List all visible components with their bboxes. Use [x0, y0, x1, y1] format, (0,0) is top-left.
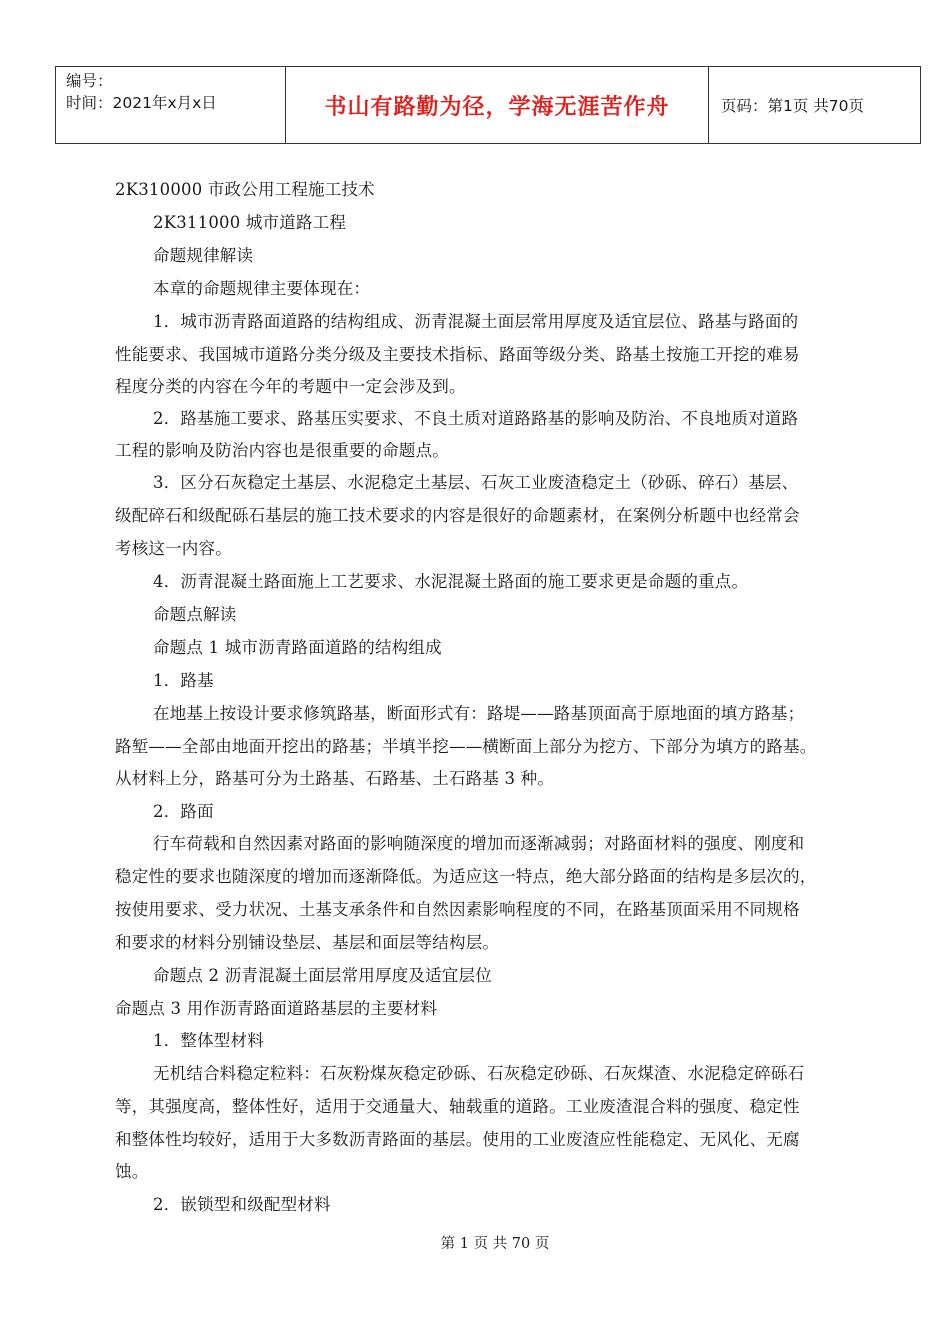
paragraph-line: 等，其强度高，整体性好，适用于交通量大、轴载重的道路。工业废渣混合料的强度、稳定性 — [115, 1097, 800, 1116]
paragraph-line: 4．沥青混凝土路面施上工艺要求、水泥混凝土路面的施工要求更是命题的重点。 — [153, 572, 749, 591]
subheading-rule-interpretation: 命题规律解读 — [153, 246, 254, 265]
section-heading-2k310000: 2K310000 市政公用工程施工技术 — [115, 180, 375, 199]
paragraph-line: 程度分类的内容在今年的考题中一定会涉及到。 — [115, 377, 466, 396]
paragraph-line: 行车荷载和自然因素对路面的影响随深度的增加而逐渐减弱；对路面材料的强度、刚度和 — [153, 834, 805, 853]
item-heading-pavement: 2．路面 — [153, 802, 214, 821]
paragraph-line: 2．路基施工要求、路基压实要求、不良土质对道路路基的影响及防治、不良地质对道路 — [153, 409, 799, 428]
subheading-point-interpretation: 命题点解读 — [153, 605, 237, 624]
paragraph-line: 稳定性的要求也随深度的增加而逐渐降低。为适应这一特点，绝大部分路面的结构是多层次的， — [115, 867, 817, 886]
header-page-cell — [709, 67, 920, 143]
page-footer: 第 1 页 共 70 页 — [440, 1236, 550, 1252]
paragraph-line: 路堑——全部由地面开挖出的路基；半填半挖——横断面上部分为挖方、下部分为填方的路基。 — [115, 737, 817, 756]
section-heading-2k311000: 2K311000 城市道路工程 — [153, 213, 347, 232]
paragraph-line: 本章的命题规律主要体现在： — [153, 279, 371, 298]
paragraph-line: 蚀。 — [115, 1162, 149, 1181]
item-heading-integral-material: 1．整体型材料 — [153, 1031, 264, 1050]
document-number-label: 编号： — [66, 72, 113, 90]
item-heading-interlock-material: 2．嵌锁型和级配型材料 — [153, 1195, 331, 1214]
paragraph-line: 和整体性均较好，适用于大多数沥青路面的基层。使用的工业废渣应性能稳定、无风化、无腐 — [115, 1130, 800, 1149]
header-motto-cell — [286, 67, 709, 143]
paragraph-line: 性能要求、我国城市道路分类分级及主要技术指标、路面等级分类、路基土按施工开挖的难易 — [115, 345, 800, 364]
paragraph-line: 从材料上分，路基可分为土路基、石路基、土石路基 3 种。 — [115, 769, 555, 788]
subheading-point-2: 命题点 2 沥青混凝土面层常用厚度及适宜层位 — [153, 966, 492, 985]
header-motto: 书山有路勤为径，学海无涯苦作舟 — [324, 94, 670, 120]
subheading-point-3: 命题点 3 用作沥青路面道路基层的主要材料 — [115, 999, 438, 1018]
paragraph-line: 无机结合料稳定粒料：石灰粉煤灰稳定砂砾、石灰稳定砂砾、石灰煤渣、水泥稳定碎砾石 — [153, 1064, 805, 1083]
page-header-table — [55, 66, 921, 144]
item-heading-subgrade: 1．路基 — [153, 671, 214, 690]
paragraph-line: 在地基上按设计要求修筑路基，断面形式有：路堤——路基顶面高于原地面的填方路基； — [153, 704, 805, 723]
paragraph-line: 工程的影响及防治内容也是很重要的命题点。 — [115, 441, 449, 460]
header-page-info: 页码：第1页 共70页 — [721, 97, 865, 115]
paragraph-line: 考核这一内容。 — [115, 539, 232, 558]
paragraph-line: 按使用要求、受力状况、土基支承条件和自然因素影响程度的不同，在路基顶面采用不同规格 — [115, 900, 800, 919]
subheading-point-1: 命题点 1 城市沥青路面道路的结构组成 — [153, 638, 442, 657]
document-time-label: 时间：2021年x月x日 — [66, 94, 217, 112]
header-meta-cell — [56, 67, 286, 143]
paragraph-line: 1．城市沥青路面道路的结构组成、沥青混凝土面层常用厚度及适宜层位、路基与路面的 — [153, 312, 799, 331]
paragraph-line: 级配碎石和级配砾石基层的施工技术要求的内容是很好的命题素材，在案例分析题中也经常会 — [115, 506, 800, 525]
paragraph-line: 和要求的材料分别铺设垫层、基层和面层等结构层。 — [115, 933, 500, 952]
paragraph-line: 3．区分石灰稳定土基层、水泥稳定土基层、石灰工业废渣稳定土（砂砾、碎石）基层、 — [153, 473, 799, 492]
